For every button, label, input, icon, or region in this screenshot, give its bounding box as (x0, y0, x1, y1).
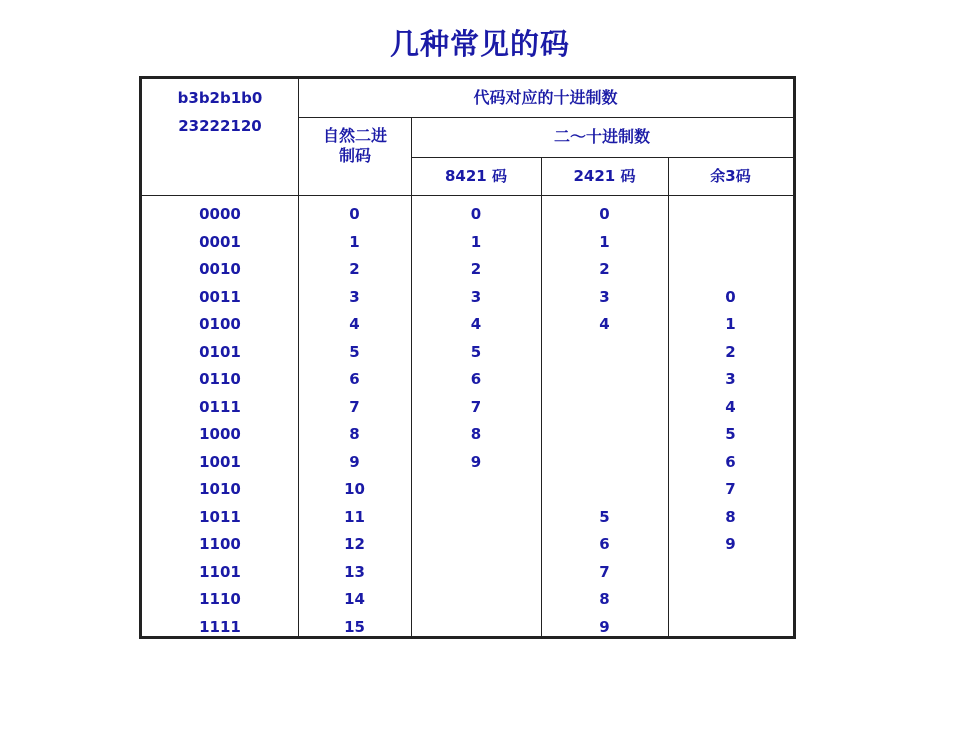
natural-cell: 9 (349, 452, 360, 471)
hline-3 (142, 195, 793, 196)
excess3-cell: 4 (725, 397, 736, 416)
excess3-cell (668, 559, 793, 587)
header-bcd-group: 二～十进制数 (553, 127, 650, 146)
excess3-cell: 7 (725, 480, 736, 498)
bcd2421-cell (541, 421, 668, 449)
natural-cell: 14 (344, 590, 365, 608)
natural-cell: 5 (349, 342, 360, 361)
column-excess3 (668, 201, 793, 641)
bcd2421-cell: 2 (599, 260, 610, 278)
bcd8421-cell: 7 (470, 397, 482, 416)
code-cell: 0110 (199, 370, 241, 388)
header-2421: 2421 码 (573, 167, 636, 185)
natural-cell: 0 (349, 205, 360, 223)
column-8421 (411, 201, 541, 641)
bcd8421-cell: 9 (470, 452, 482, 471)
code-cell: 0001 (199, 232, 241, 251)
excess3-cell: 0 (725, 287, 736, 306)
bcd2421-cell: 0 (599, 205, 610, 223)
excess3-cell: 9 (725, 535, 736, 553)
header-decimal-group: 代码对应的十进制数 (473, 88, 618, 107)
excess3-cell (668, 229, 793, 257)
code-cell: 1110 (199, 590, 241, 608)
code-cell: 0000 (199, 205, 241, 223)
code-cell: 0111 (199, 397, 241, 416)
bcd2421-cell: 7 (599, 562, 610, 581)
bcd8421-cell (411, 476, 541, 504)
bcd2421-cell (541, 476, 668, 504)
excess3-cell: 6 (725, 452, 736, 471)
bcd8421-cell: 2 (470, 260, 482, 278)
header-bits-1: b3b2b1b0 (177, 89, 263, 107)
excess3-cell: 8 (725, 507, 736, 526)
bcd8421-cell (411, 614, 541, 642)
bcd2421-cell (541, 394, 668, 422)
natural-cell: 3 (349, 287, 360, 306)
bcd8421-cell (411, 531, 541, 559)
column-codes (142, 201, 298, 641)
natural-cell: 6 (349, 370, 360, 388)
bcd2421-cell: 5 (599, 507, 610, 526)
column-natural (298, 201, 411, 641)
natural-cell: 4 (349, 315, 360, 333)
code-cell: 0010 (199, 260, 241, 278)
bcd2421-cell: 3 (599, 287, 610, 306)
header-natural-binary: 自然二进 制码 (322, 126, 387, 165)
bcd2421-cell (541, 449, 668, 477)
code-cell: 1100 (199, 535, 241, 553)
code-cell: 0101 (199, 342, 241, 361)
natural-cell: 13 (344, 562, 365, 581)
natural-cell: 8 (349, 425, 360, 443)
hline-2 (411, 157, 793, 158)
natural-cell: 15 (344, 617, 365, 636)
code-cell: 1010 (199, 480, 241, 498)
excess3-cell (668, 614, 793, 642)
bcd2421-cell: 1 (599, 232, 610, 251)
excess3-cell (668, 586, 793, 614)
bcd8421-cell: 5 (470, 342, 482, 361)
bcd8421-cell: 3 (470, 287, 482, 306)
code-cell: 0100 (199, 315, 241, 333)
excess3-cell (668, 256, 793, 284)
bcd8421-cell: 4 (470, 315, 482, 333)
natural-cell: 11 (344, 507, 365, 526)
header-excess3: 余3码 (710, 167, 751, 185)
excess3-cell: 5 (725, 425, 736, 443)
code-cell: 1111 (199, 617, 241, 636)
code-cell: 1001 (199, 452, 241, 471)
bcd2421-cell: 8 (599, 590, 610, 608)
natural-cell: 12 (344, 535, 365, 553)
bcd2421-cell (541, 339, 668, 367)
column-2421 (541, 201, 668, 641)
hline-1 (298, 117, 793, 118)
excess3-cell: 3 (725, 370, 736, 388)
natural-cell: 1 (349, 232, 360, 251)
excess3-cell: 1 (725, 315, 736, 333)
bcd2421-cell: 6 (599, 535, 610, 553)
bcd8421-cell: 0 (470, 205, 482, 223)
bcd2421-cell (541, 366, 668, 394)
bcd8421-cell (411, 586, 541, 614)
page-title: 几种常见的码 (389, 27, 570, 61)
bcd8421-cell: 6 (470, 370, 482, 388)
natural-cell: 2 (349, 260, 360, 278)
code-table (139, 76, 796, 639)
excess3-cell: 2 (725, 342, 736, 361)
bcd8421-cell (411, 559, 541, 587)
code-cell: 1101 (199, 562, 241, 581)
code-cell: 0011 (199, 287, 241, 306)
bcd2421-cell: 9 (599, 617, 610, 636)
bcd8421-cell (411, 504, 541, 532)
excess3-cell (668, 201, 793, 229)
bcd8421-cell: 1 (470, 232, 482, 251)
natural-cell: 10 (344, 480, 365, 498)
bcd8421-cell: 8 (470, 425, 482, 443)
code-cell: 1011 (199, 507, 241, 526)
header-bits-2: 23222120 (178, 117, 262, 135)
code-cell: 1000 (199, 425, 241, 443)
natural-cell: 7 (349, 397, 360, 416)
bcd2421-cell: 4 (599, 315, 610, 333)
header-8421: 8421 码 (445, 167, 507, 185)
